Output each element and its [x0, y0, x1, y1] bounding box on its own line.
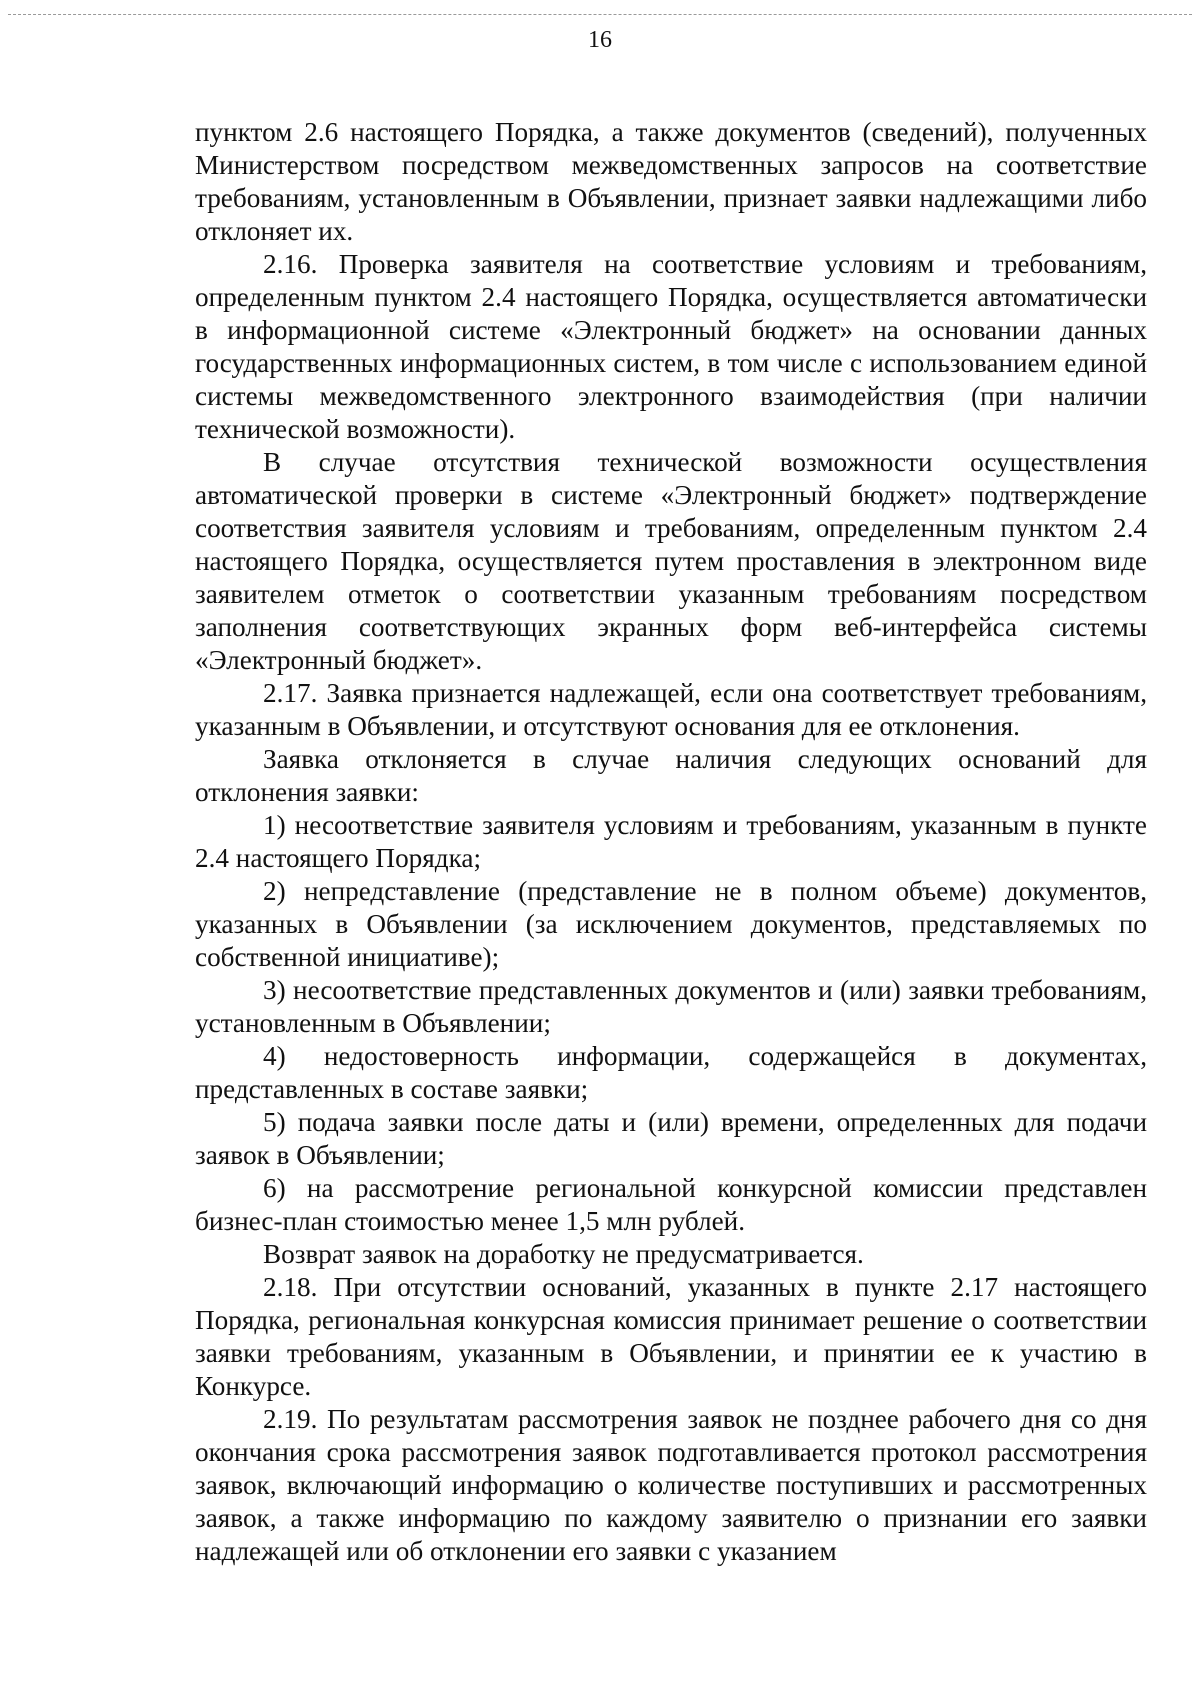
paragraph-2-16: 2.16. Проверка заявителя на соответствие условиям и требованиям, определенным пунктом 2.4 настоящего Порядка, осуществляется автоматически в информационной системе «Электронный бюджет» на основании данных государственных информационных систем, в том числе с использованием единой системы межведомственного электронного взаимодействия (при наличии технической возможности).: [195, 249, 1147, 444]
scan-edge-line: [8, 14, 1192, 15]
list-item-2: 2) непредставление (представление не в полном объеме) документов, указанных в Объявлении (за исключением документов, представляемых по собственной инициативе);: [195, 876, 1147, 972]
paragraph-rejection-grounds: Заявка отклоняется в случае наличия следующих оснований для отклонения заявки:: [195, 744, 1147, 807]
list-item-3: 3) несоответствие представленных документов и (или) заявки требованиям, установленным в Объявлении;: [195, 975, 1147, 1038]
list-item-1: 1) несоответствие заявителя условиям и требованиям, указанным в пункте 2.4 настоящего Порядка;: [195, 810, 1147, 873]
paragraph-2-19: 2.19. По результатам рассмотрения заявок не позднее рабочего дня со дня окончания срока рассмотрения заявок подготавливается протокол рассмотрения заявок, включающий информацию о количестве поступивших и рассмотренных заявок, а также информацию по каждому заявителю о признании его заявки надлежащей или об отклонении его заявки с указанием: [195, 1404, 1147, 1566]
list-item-4: 4) недостоверность информации, содержащейся в документах, представленных в составе заявки;: [195, 1041, 1147, 1104]
list-item-6: 6) на рассмотрение региональной конкурсной комиссии представлен бизнес-план стоимостью менее 1,5 млн рублей.: [195, 1173, 1147, 1236]
paragraph-2-18: 2.18. При отсутствии оснований, указанных в пункте 2.17 настоящего Порядка, региональная конкурсная комиссия принимает решение о соответствии заявки требованиям, указанным в Объявлении, и принятии ее к участию в Конкурсе.: [195, 1272, 1147, 1401]
paragraph-2-16-no-tech: В случае отсутствия технической возможности осуществления автоматической проверки в системе «Электронный бюджет» подтверждение соответствия заявителя условиям и требованиям, определенным пунктом 2.4 настоящего Порядка, осуществляется путем проставления в электронном виде заявителем отметок о соответствии указанным требованиям посредством заполнения соответствующих экранных форм веб-интерфейса системы «Электронный бюджет».: [195, 447, 1147, 675]
paragraph-2-17: 2.17. Заявка признается надлежащей, если она соответствует требованиям, указанным в Объявлении, и отсутствуют основания для ее отклонения.: [195, 678, 1147, 741]
list-item-5: 5) подача заявки после даты и (или) времени, определенных для подачи заявок в Объявлении;: [195, 1107, 1147, 1170]
paragraph-no-return: Возврат заявок на доработку не предусматривается.: [263, 1239, 864, 1269]
page-number: 16: [588, 27, 612, 53]
paragraph-continuation: пунктом 2.6 настоящего Порядка, а также документов (сведений), полученных Министерством посредством межведомственных запросов на соответствие требованиям, установленным в Объявлении, признает заявки надлежащими либо отклоняет их.: [195, 117, 1147, 246]
document-body: [195, 116, 1147, 1568]
